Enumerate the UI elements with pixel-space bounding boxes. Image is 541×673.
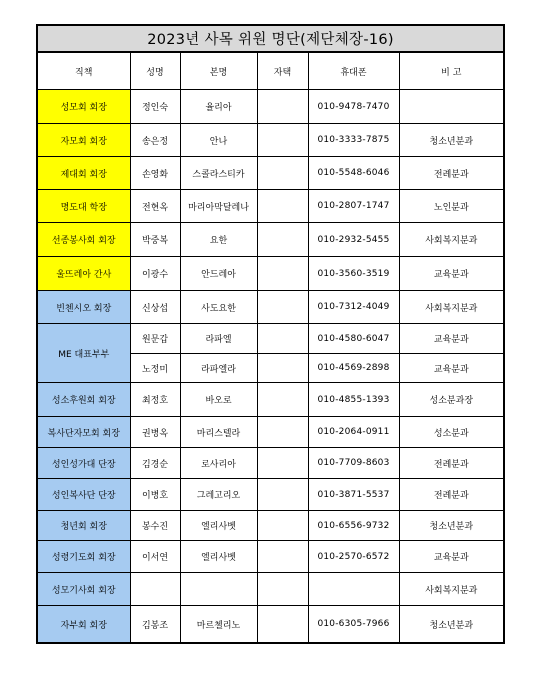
mobile-cell: 010-6556-9732	[308, 511, 399, 541]
table-row	[37, 157, 504, 190]
table-row	[37, 479, 504, 511]
name-cell: 봉수진	[130, 511, 180, 541]
baptismal-name-cell: 바오로	[180, 383, 257, 417]
home-phone-cell	[257, 291, 308, 324]
name-cell: 김봉조	[130, 606, 180, 644]
table-row	[37, 90, 504, 124]
note-cell: 성소분과	[399, 417, 504, 448]
baptismal-name-cell: 안드레아	[180, 257, 257, 291]
home-phone-cell	[257, 190, 308, 223]
position-cell: 울뜨레아 간사	[37, 257, 130, 291]
home-phone-cell	[257, 573, 308, 606]
name-cell	[130, 573, 180, 606]
mobile-cell: 010-4580-6047	[308, 324, 399, 354]
table-row	[37, 511, 504, 541]
baptismal-name-cell: 요한	[180, 223, 257, 257]
home-phone-cell	[257, 157, 308, 190]
mobile-cell: 010-2932-5455	[308, 223, 399, 257]
table-row	[37, 324, 504, 354]
mobile-cell: 010-4855-1393	[308, 383, 399, 417]
note-cell: 전례분과	[399, 157, 504, 190]
note-cell: 전례분과	[399, 448, 504, 479]
home-phone-cell	[257, 383, 308, 417]
mobile-cell: 010-3871-5537	[308, 479, 399, 511]
mobile-cell: 010-5548-6046	[308, 157, 399, 190]
position-cell: 성인성가대 단장	[37, 448, 130, 479]
position-cell: 자부회 회장	[37, 606, 130, 644]
note-cell: 노인분과	[399, 190, 504, 223]
table-row	[37, 417, 504, 448]
header-home-phone: 자택	[257, 52, 308, 90]
note-cell: 사회복지분과	[399, 573, 504, 606]
baptismal-name-cell: 사도요한	[180, 291, 257, 324]
name-cell: 송은정	[130, 124, 180, 157]
header-mobile: 휴대폰	[308, 52, 399, 90]
mobile-cell: 010-4569-2898	[308, 354, 399, 383]
mobile-cell: 010-7312-4049	[308, 291, 399, 324]
mobile-cell: 010-2807-1747	[308, 190, 399, 223]
position-cell: 청년회 회장	[37, 511, 130, 541]
table-row	[37, 124, 504, 157]
table-row	[37, 223, 504, 257]
name-cell: 최정호	[130, 383, 180, 417]
mobile-cell: 010-3560-3519	[308, 257, 399, 291]
position-cell: 자모회 회장	[37, 124, 130, 157]
home-phone-cell	[257, 541, 308, 573]
mobile-cell: 010-3333-7875	[308, 124, 399, 157]
note-cell: 청소년분과	[399, 124, 504, 157]
name-cell: 원문갑	[130, 324, 180, 354]
mobile-cell	[308, 573, 399, 606]
table-row	[37, 383, 504, 417]
position-cell: 성소후원회 회장	[37, 383, 130, 417]
home-phone-cell	[257, 417, 308, 448]
name-cell: 권병옥	[130, 417, 180, 448]
mobile-cell: 010-2064-0911	[308, 417, 399, 448]
baptismal-name-cell: 안나	[180, 124, 257, 157]
baptismal-name-cell: 그레고리오	[180, 479, 257, 511]
position-cell: 성모기사회 회장	[37, 573, 130, 606]
table-row	[37, 541, 504, 573]
table-row	[37, 606, 504, 644]
position-cell: 선종봉사회 회장	[37, 223, 130, 257]
name-cell: 박중복	[130, 223, 180, 257]
home-phone-cell	[257, 354, 308, 383]
name-cell: 이서연	[130, 541, 180, 573]
mobile-cell: 010-6305-7966	[308, 606, 399, 644]
home-phone-cell	[257, 606, 308, 644]
mobile-cell: 010-9478-7470	[308, 90, 399, 124]
note-cell: 사회복지분과	[399, 291, 504, 324]
baptismal-name-cell: 마리스텔라	[180, 417, 257, 448]
baptismal-name-cell: 로사리아	[180, 448, 257, 479]
baptismal-name-cell: 라파엘라	[180, 354, 257, 383]
note-cell: 청소년분과	[399, 511, 504, 541]
home-phone-cell	[257, 257, 308, 291]
home-phone-cell	[257, 124, 308, 157]
baptismal-name-cell: 스콜라스티카	[180, 157, 257, 190]
home-phone-cell	[257, 448, 308, 479]
mobile-cell: 010-7709-8603	[308, 448, 399, 479]
baptismal-name-cell: 엘리사벳	[180, 541, 257, 573]
baptismal-name-cell: 마르첼리노	[180, 606, 257, 644]
name-cell: 정인숙	[130, 90, 180, 124]
note-cell: 교육분과	[399, 324, 504, 354]
note-cell: 청소년분과	[399, 606, 504, 644]
mobile-cell: 010-2570-6572	[308, 541, 399, 573]
position-cell: ME 대표부부	[37, 324, 130, 383]
name-cell: 전현옥	[130, 190, 180, 223]
position-cell: 명도대 학장	[37, 190, 130, 223]
header-position: 직책	[37, 52, 130, 90]
name-cell: 김경순	[130, 448, 180, 479]
baptismal-name-cell	[180, 573, 257, 606]
home-phone-cell	[257, 479, 308, 511]
home-phone-cell	[257, 90, 308, 124]
position-cell: 성령기도회 회장	[37, 541, 130, 573]
header-baptismal-name: 본명	[180, 52, 257, 90]
header-note: 비 고	[399, 52, 504, 90]
note-cell: 사회복지분과	[399, 223, 504, 257]
table-row	[37, 448, 504, 479]
baptismal-name-cell: 율리아	[180, 90, 257, 124]
header-row	[37, 52, 504, 90]
position-cell: 제대회 회장	[37, 157, 130, 190]
baptismal-name-cell: 마리아막달레나	[180, 190, 257, 223]
name-cell: 노정미	[130, 354, 180, 383]
name-cell: 이병호	[130, 479, 180, 511]
header-name: 성명	[130, 52, 180, 90]
baptismal-name-cell: 엘리사벳	[180, 511, 257, 541]
committee-roster-table	[36, 24, 505, 644]
table-row	[37, 257, 504, 291]
home-phone-cell	[257, 511, 308, 541]
note-cell: 교육분과	[399, 354, 504, 383]
position-cell: 성인복사단 단장	[37, 479, 130, 511]
name-cell: 신상섭	[130, 291, 180, 324]
table-row	[37, 573, 504, 606]
position-cell: 성모회 회장	[37, 90, 130, 124]
name-cell: 손영화	[130, 157, 180, 190]
title-row	[37, 25, 504, 52]
note-cell	[399, 90, 504, 124]
position-cell: 빈첸시오 회장	[37, 291, 130, 324]
position-cell: 복사단자모회 회장	[37, 417, 130, 448]
name-cell: 이광수	[130, 257, 180, 291]
note-cell: 성소분과장	[399, 383, 504, 417]
roster-rows	[37, 90, 504, 644]
note-cell: 전례분과	[399, 479, 504, 511]
baptismal-name-cell: 라파엘	[180, 324, 257, 354]
home-phone-cell	[257, 324, 308, 354]
home-phone-cell	[257, 223, 308, 257]
note-cell: 교육분과	[399, 257, 504, 291]
page-title: 2023년 사목 위원 명단(제단체장-16)	[37, 25, 504, 52]
table-row	[37, 291, 504, 324]
note-cell: 교육분과	[399, 541, 504, 573]
table-row	[37, 190, 504, 223]
